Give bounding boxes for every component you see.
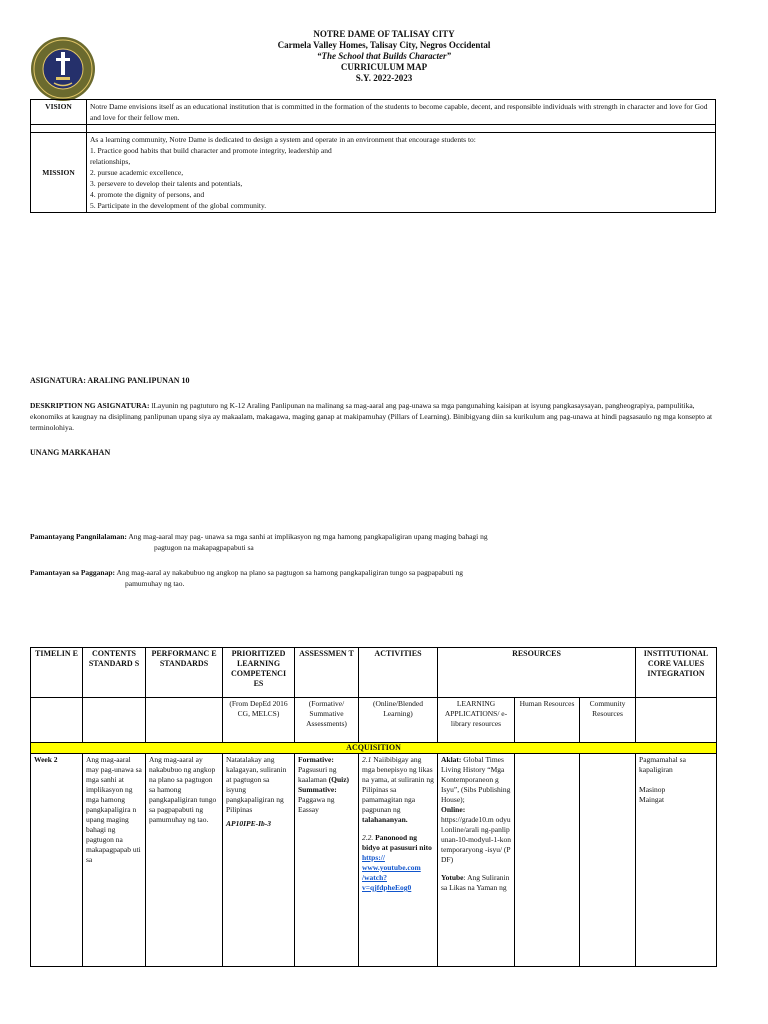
aklat-label: Aklat [441,755,459,764]
cell-competency [223,754,295,967]
header-timeline: TIMELIN E [31,648,83,698]
activity-bold: talahananyan. [362,815,408,824]
yotube-text: Ang Suliranin sa Likas na Yaman ng [441,873,510,892]
section-acquisition: ACQUISITION [31,743,717,754]
mission-text [87,133,716,213]
subject-line [30,376,190,385]
spacer-cell [31,125,87,133]
content-standard-cont: pagtugon na makapagpapabuti sa [154,543,254,552]
formative-label: Formative [298,755,332,764]
summative-label: Summative [298,785,335,794]
quarter-heading: UNANG MARKAHAN [30,448,111,457]
table-subheader-row [31,698,717,743]
school-name: NOTRE DAME OF TALISAY CITY [313,29,455,39]
subject-value: ARALING PANLIPUNAN 10 [87,376,190,385]
vision-label: VISION [31,100,87,125]
mission-item: 2. pursue academic excellence, [90,168,184,177]
cell-human [515,754,580,967]
document-title: CURRICULUM MAP [340,62,428,72]
school-address: Carmela Valley Homes, Talisay City, Negros Occidental [277,40,491,50]
activity-number: 2.2. [362,833,374,842]
document-header [200,29,568,84]
subheader-empty [31,698,83,743]
mission-item: 4. promote the dignity of persons, and [90,190,205,199]
cell-contents: Ang mag-aaral may pag-unawa sa mga sanhi at implikasyon ng mga hamong pangkapaligira n upang maging bahagi ng pagtugon na makapagpapab uti sa [83,754,146,967]
subheader-assessment: (Formative/ Summative Assessments) [295,698,359,743]
activity-text: Panonood ng bidyo at pasusuri nito [362,833,432,852]
subject-label: ASIGNATURA: [30,376,86,385]
competency-code: AP10IPE-Ib-3 [226,819,271,828]
subheader-empty [146,698,223,743]
competency-text: Natatalakay ang kalagayan, suliranin at pagtugon sa isyung pangkapaligiran ng Pilipinas [226,755,287,814]
yotube-label: Yotube [441,873,464,882]
value-item: Maingat [639,795,665,804]
aklat-text: Global Times Living History “Mga Kontemporaneon g Isyu”, (Sibs Publishing House); [441,755,511,804]
mission-intro: As a learning community, Notre Dame is dedicated to design a system and operate in an environment that encourage students to: [90,135,476,144]
cell-community [580,754,636,967]
description-label: DESKRIPTION NG ASIGNATURA: [30,401,150,410]
subheader-empty [83,698,146,743]
performance-standard-label: Pamantayan sa Pagganap: [30,568,116,577]
header-activities: ACTIVITIES [359,648,438,698]
activity-text: Naiibibigay ang mga benepisyo ng likas na yama, at suliranin ng Pilipinas sa pamamagitan nga pagpunan ng [362,755,434,814]
youtube-link[interactable]: https:// www.youtube.com /watch? v=qjfdpheEog0 [362,853,421,892]
mission-item: 5. Participate in the development of the global community. [90,201,267,210]
performance-standard [30,568,463,578]
header-performance: PERFORMANC E STANDARDS [146,648,223,698]
mission-row [31,133,716,213]
mission-item: relationships, [90,157,131,166]
table-header-row [31,648,717,698]
cell-assessment: Formative: Pagsusuri ng kaalaman (Quiz) Summative: Paggawa ng Eassay [295,754,359,967]
cell-learning-apps: Aklat: Global Times Living History “Mga Kontemporaneon g Isyu”, (Sibs Publishing House); Online: https://grade10.m odyul.online/arali ng-panlipunan-10-modyul-1-kontemporaryong -isyu/ (PDF) Yotube: Ang Suliranin sa Likas na Yaman ng [438,754,515,967]
cell-values [636,754,717,967]
header-resources: RESOURCES [438,648,636,698]
online-text: https://grade10.m odyul.online/arali ng-panlipunan-10-modyul-1-kontemporaryong -isyu/ (PDF) [441,815,511,864]
content-standard-label: Pamantayang Pangnilalaman: [30,532,127,541]
performance-standard-text: Ang mag-aaral ay nakabubuo ng angkop na plano sa pagtugon sa hamong pangkapaligiran tungo sa pagpapabuti ng [116,568,464,577]
summative-text: Paggawa ng Eassay [298,795,335,814]
performance-standard-cont: pamumuhay ng tao. [125,579,185,588]
subheader-competencies: (From DepEd 2016 CG, MELCS) [223,698,295,743]
curriculum-map-table [30,647,717,967]
school-year: S.Y. 2022-2023 [355,73,413,83]
school-seal [30,36,96,102]
vision-text: Notre Dame envisions itself as an educational institution that is committed in the formation of the students to become capable, decent, and responsible individuals with strength in character and love for God and love for their fellow men. [87,100,716,125]
header-competencies: PRIORITIZED LEARNING COMPETENCI ES [223,648,295,698]
table-row [31,754,717,967]
vision-row [31,100,716,125]
cell-activities [359,754,438,967]
spacer-row [31,125,716,133]
activity-number: 2.1 [362,755,372,764]
school-motto: “The School that Builds Character” [316,51,452,61]
subheader-activities: (Online/Blended Learning) [359,698,438,743]
subject-description [30,400,724,433]
vision-mission-table [30,99,716,213]
mission-item: 3. persevere to develop their talents and potentials, [90,179,243,188]
content-standard [30,532,488,542]
header-values: INSTITUTIONAL CORE VALUES INTEGRATION [636,648,717,698]
formative-tag: (Quiz) [328,775,350,784]
subheader-empty [636,698,717,743]
cell-performance: Ang mag-aaral ay nakabubuo ng angkop na plano sa pagtugon sa hamong pangkapaligiran tungo sa pagpapabuti ng pamumuhay ng tao. [146,754,223,967]
header-assessment: ASSESSMEN T [295,648,359,698]
mission-label: MISSION [31,133,87,213]
header-contents: CONTENTS STANDARD S [83,648,146,698]
online-label: Online [441,805,463,814]
subheader-human: Human Resources [515,698,580,743]
mission-item: 1. Practice good habits that build character and promote integrity, leadership and [90,146,332,155]
description-text: lLayunin ng pagtuturo ng K-12 Araling Panlipunan na malinang sa mag-aaral ang pag-unawa sa mga pangunahing kaisipan at isyung pangkasaysayan, pangheograpiya, pampulitika, ekonomiks at kaugnay na disiplinang panlipunan upang siya ay makaalam, makagawa, maging ganap at makipamuhay (Pillars of Learning). Binibigyang diin sa kurikulum ang pag-unawa at hindi pagsasaulo ng mga konsepto at terminolohiya. [30,401,713,432]
cell-week: Week 2 [31,754,83,967]
content-standard-text: Ang mag-aaral may pag- unawa sa mga sanhi at implikasyon ng mga hamong pangkapaligiran upang maging bahagi ng [128,532,488,541]
value-item: Pagmamahal sa kapaligiran [639,755,686,774]
formative-text: Pagsusuri ng kaalaman [298,765,337,784]
spacer-cell [87,125,716,133]
section-row [31,743,717,754]
subheader-learning-apps: LEARNING APPLICATIONS/ e-library resources [438,698,515,743]
subheader-community: Community Resources [580,698,636,743]
value-item: Masinop [639,785,666,794]
